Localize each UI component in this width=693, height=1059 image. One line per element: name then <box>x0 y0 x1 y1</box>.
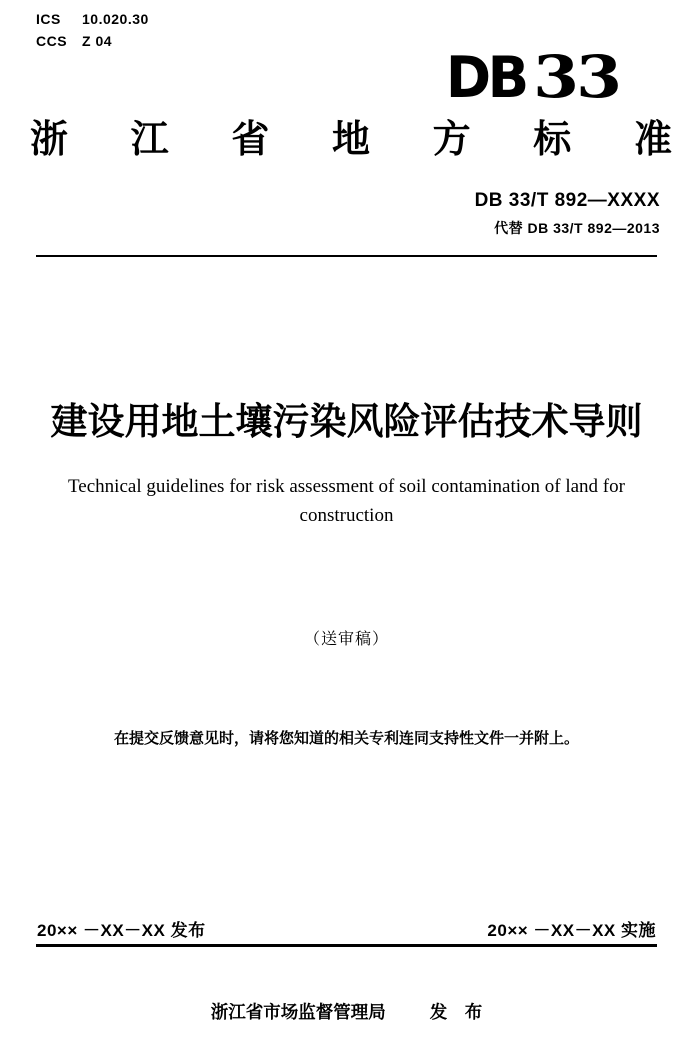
standard-title-zh: 建设用地土壤污染风险评估技术导则 <box>50 401 643 442</box>
banner-char: 地 <box>331 119 370 161</box>
implementation-date: 20×× －XX－XX 实施 <box>487 921 656 940</box>
header-rule <box>36 255 657 257</box>
ccs-code <box>36 30 149 52</box>
ccs-label: CCS <box>36 33 68 49</box>
banner-char: 江 <box>130 119 169 161</box>
ics-value: 10.020.30 <box>82 11 149 27</box>
banner-char: 标 <box>533 119 572 161</box>
banner-char: 方 <box>432 119 471 161</box>
standard-number: DB 33/T 892—XXXX <box>474 190 660 211</box>
patent-notice: 在提交反馈意见时，请将您知道的相关专利连同支持性文件一并附上。 <box>113 730 579 747</box>
publish-label: 发 布 <box>429 1002 483 1022</box>
publisher-line <box>0 999 693 1024</box>
banner-char: 准 <box>633 119 672 161</box>
ccs-value: Z 04 <box>82 33 113 49</box>
standard-title-en <box>40 473 653 530</box>
provincial-standard-banner <box>30 119 672 163</box>
replaced-standard-note: 代替 DB 33/T 892—2013 <box>494 220 660 236</box>
footer-dates <box>37 916 656 941</box>
classification-codes <box>36 8 149 52</box>
issue-date: 20×× －XX－XX 发布 <box>37 921 206 940</box>
db33-logo <box>435 40 619 112</box>
standard-title-en-line1: Technical guidelines for risk assessment of soil contamination of land for <box>68 476 625 497</box>
logo-db-text: DB <box>446 43 527 111</box>
standard-number-block <box>475 190 660 238</box>
banner-char: 省 <box>231 119 270 161</box>
draft-stage-note: （送审稿） <box>303 631 389 648</box>
banner-char: 浙 <box>30 119 69 161</box>
footer-rule <box>36 944 657 947</box>
standard-title-en-line2: construction <box>299 504 394 526</box>
ics-code <box>36 8 149 30</box>
publisher-name: 浙江省市场监督管理局 <box>210 1002 386 1022</box>
ics-label: ICS <box>36 11 61 27</box>
logo-33-text: 33 <box>533 42 619 112</box>
